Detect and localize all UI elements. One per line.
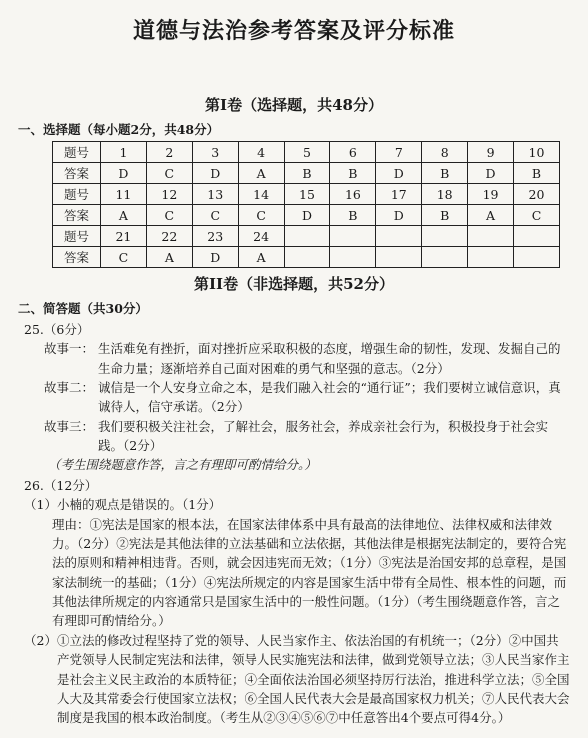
answer-key-table (52, 141, 560, 268)
answer-cell: A (238, 247, 284, 268)
story-text: 我们要积极关注社会，了解社会，服务社会，养成亲社会行为，积极投身于社会实践。（2分） (98, 418, 549, 453)
answer-cell: B (284, 163, 330, 184)
q26-part1-body: 理由：①宪法是国家的根本法，在国家法律体系中具有最高的法律地位、法律权威和法律效力。（2分）②宪法是其他法律的立法基础和立法依据，其他法律是根据宪法制定的，要符合宪法的原则和精神相违背。否则，就会因违宪而无效；（1分）③宪法是治国安邦的总章程，是国家法制统一的基础；（1分）④宪法所规定的内容是国家生活中带有全局性、根本性的问题，而其他法律所规定的内容通常只是国家生活中的一般性问题。（1分）（考生围绕题意作答，言之有理即可酌情给分。） (52, 516, 567, 629)
question-number-cell: 22 (146, 226, 192, 247)
question-number-row (53, 226, 560, 247)
q25-story-2 (18, 378, 570, 417)
answer-cell: D (284, 205, 330, 226)
question-number-cell: 14 (238, 184, 284, 205)
question-number-cell: 4 (238, 142, 284, 163)
part2-heading: 第II卷（非选择题，共52分） (194, 275, 394, 294)
answer-cell: A (101, 205, 147, 226)
question-25 (18, 320, 570, 475)
part2-section-heading: 二、简答题（共30分） (18, 301, 148, 317)
answer-row (53, 163, 560, 184)
question-number-cell (330, 226, 376, 247)
question-number-cell (422, 226, 468, 247)
answer-cell: A (238, 163, 284, 184)
answer-cell: D (101, 163, 147, 184)
question-number-cell: 19 (468, 184, 514, 205)
answer-cell: D (376, 205, 422, 226)
question-number-cell: 23 (192, 226, 238, 247)
answer-cell (376, 247, 422, 268)
q26-part2 (18, 631, 570, 728)
question-number-cell (376, 226, 422, 247)
story-label: 故事一： (44, 341, 95, 357)
q25-scoring-note: （考生围绕题意作答，言之有理即可酌情给分。） (48, 457, 317, 473)
answer-cell: A (146, 247, 192, 268)
story-text: 诚信是一个人安身立命之本，是我们融入社会的“通行证”；我们要树立诚信意识，真诚待人，信守承诺。（2分） (98, 379, 561, 415)
story-text: 生活难免有挫折，面对挫折应采取积极的态度，增强生命的韧性，发现、发掘自己的生命力量；逐渐培养自己面对困难的勇气和坚强的意志。（2分） (98, 341, 561, 376)
question-number-cell (514, 226, 560, 247)
answer-cell: D (192, 247, 238, 268)
answer-cell (468, 247, 514, 268)
q26-part1-lead (18, 495, 570, 514)
row-header-cell: 题号 (53, 226, 101, 247)
answer-cell: C (238, 205, 284, 226)
question-number-cell: 12 (146, 184, 192, 205)
q26-heading: 26.（12分） (24, 477, 98, 493)
question-number-cell: 5 (284, 142, 330, 163)
question-number-cell: 13 (192, 184, 238, 205)
question-number-cell: 3 (192, 142, 238, 163)
q25-story-1 (18, 339, 570, 378)
part-lead-text: 小楠的观点是错误的。（1分） (56, 497, 222, 513)
answer-cell (330, 247, 376, 268)
answer-cell: D (376, 163, 422, 184)
answer-cell (284, 247, 330, 268)
answer-cell: A (468, 205, 514, 226)
story-label: 故事三： (44, 418, 95, 434)
answer-cell: C (192, 205, 238, 226)
answer-cell (422, 247, 468, 268)
story-label: 故事二： (44, 379, 95, 395)
answer-row (53, 247, 560, 268)
answer-cell: C (514, 205, 560, 226)
question-number-cell: 9 (468, 142, 514, 163)
question-number-cell: 8 (422, 142, 468, 163)
answer-cell: C (146, 163, 192, 184)
row-header-cell: 题号 (53, 142, 101, 163)
question-number-cell: 21 (101, 226, 147, 247)
row-header-cell: 答案 (53, 205, 101, 226)
answer-row (53, 205, 560, 226)
answer-cell: B (422, 163, 468, 184)
question-number-cell: 1 (101, 142, 147, 163)
answer-cell (514, 247, 560, 268)
q25-heading: 25.（6分） (24, 321, 90, 337)
page-title: 道德与法治参考答案及评分标准 (132, 18, 455, 44)
answer-cell: D (468, 163, 514, 184)
question-number-row (53, 142, 560, 163)
part-label: （2） (24, 632, 57, 648)
part-body-text: ①立法的修改过程坚持了党的领导、人民当家作主、依法治国的有机统一；（2分）②中国共产党领导人民制定宪法和法律，领导人民实施宪法和法律，做到党领导立法；③人民当家作主是社会主义民主政治的本质特征；④全面依法治国必须坚持厉行法治，推进科学立法；⑤全国人大及其常委会行使国家立法权；⑥全国人民代表大会是最高国家权力机关；⑦人民代表大会制度是我国的根本政治制度。（考生从②③④⑤⑥⑦中任意答出4个要点可得4分。） (56, 632, 570, 726)
question-number-cell: 2 (146, 142, 192, 163)
part1-section-heading: 一、选择题（每小题2分，共48分） (18, 122, 220, 137)
answer-cell: B (514, 163, 560, 184)
answer-cell: C (146, 205, 192, 226)
part1-heading: 第I卷（选择题，共48分） (205, 96, 383, 114)
answer-cell: C (101, 247, 147, 268)
question-number-cell (468, 226, 514, 247)
question-number-cell: 17 (376, 184, 422, 205)
question-number-row (53, 184, 560, 205)
question-number-cell: 24 (238, 226, 284, 247)
question-number-cell: 15 (284, 184, 330, 205)
question-number-cell: 7 (376, 142, 422, 163)
answer-cell: B (422, 205, 468, 226)
row-header-cell: 题号 (53, 184, 101, 205)
answer-cell: D (192, 163, 238, 184)
question-number-cell: 16 (330, 184, 376, 205)
row-header-cell: 答案 (53, 163, 101, 184)
row-header-cell: 答案 (53, 247, 101, 268)
question-number-cell: 18 (422, 184, 468, 205)
question-number-cell (284, 226, 330, 247)
question-number-cell: 11 (101, 184, 147, 205)
question-number-cell: 20 (514, 184, 560, 205)
answer-cell: B (330, 205, 376, 226)
question-26 (18, 476, 570, 728)
answer-cell: B (330, 163, 376, 184)
part-label: （1） (24, 497, 57, 513)
question-number-cell: 10 (514, 142, 560, 163)
question-number-cell: 6 (330, 142, 376, 163)
q25-story-3 (18, 417, 570, 456)
